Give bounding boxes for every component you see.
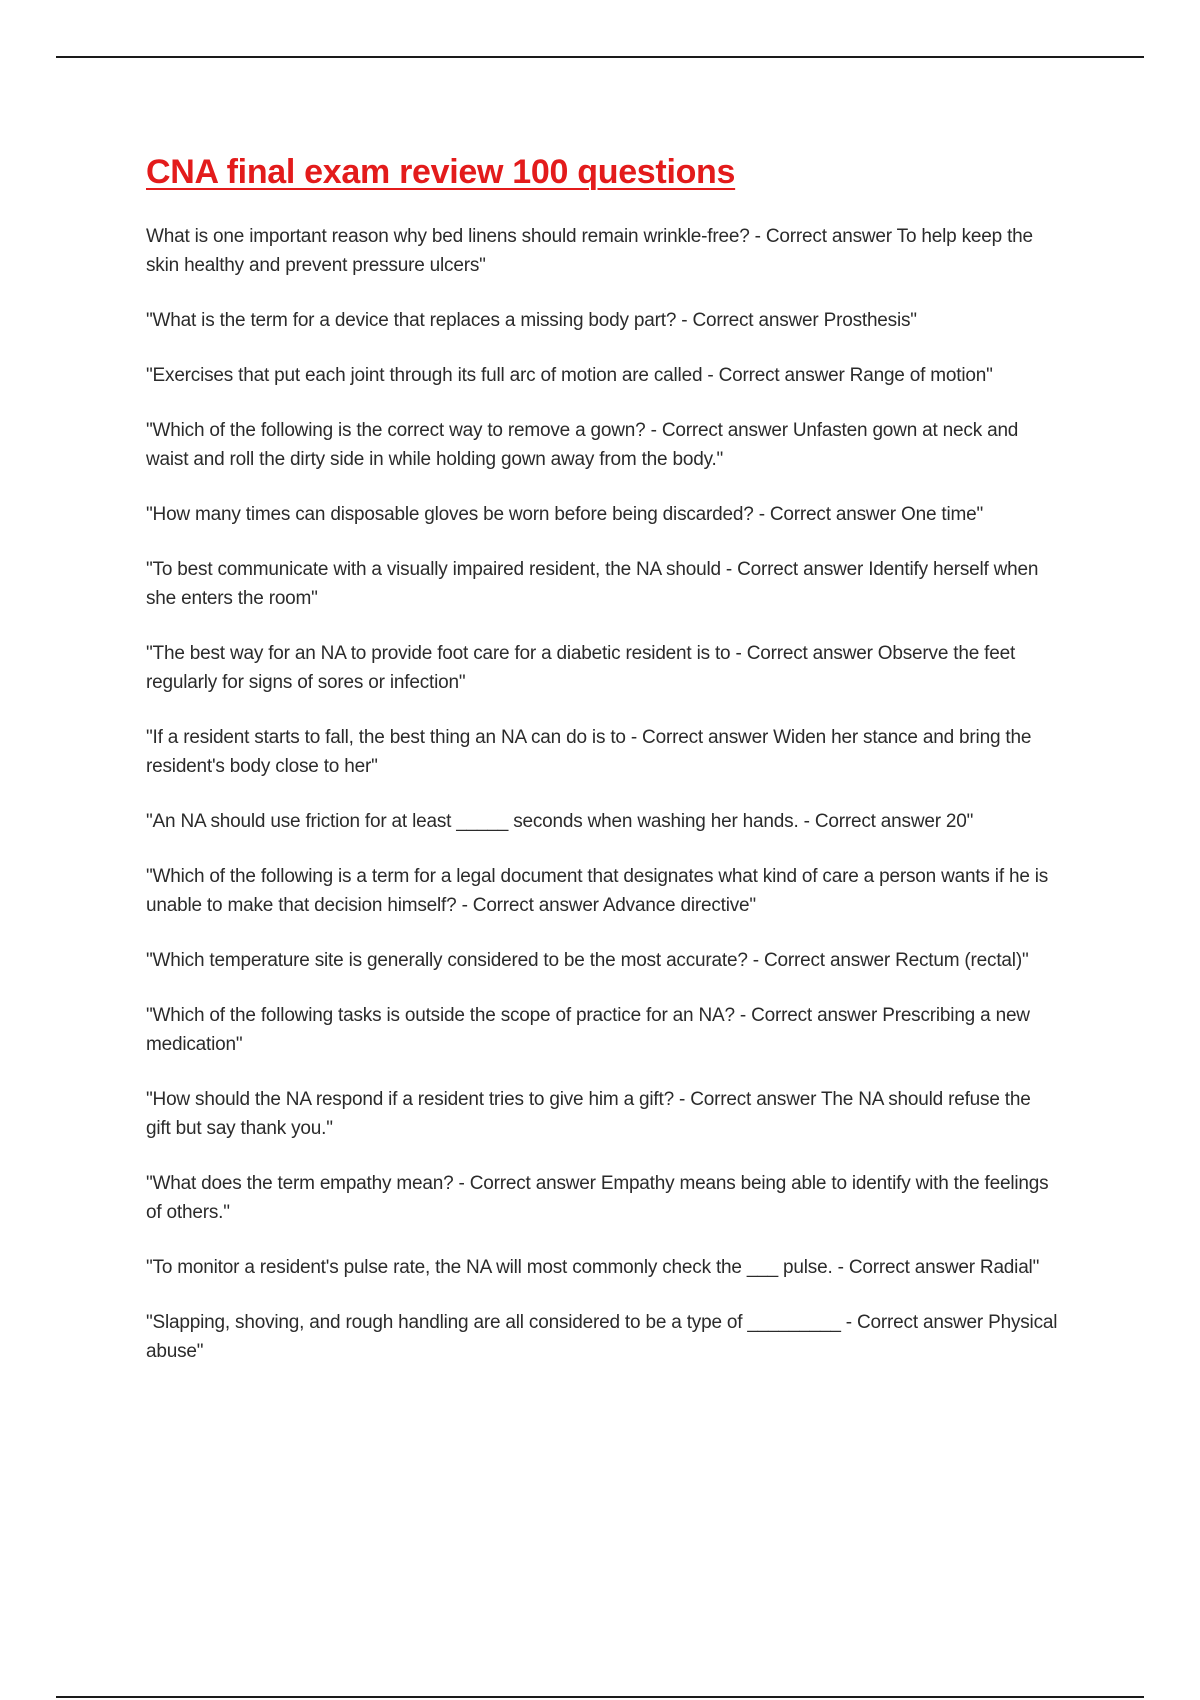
qa-item: "An NA should use friction for at least _____ seconds when washing her hands. - Correct answer 20" bbox=[146, 811, 974, 832]
qa-item: "Exercises that put each joint through its full arc of motion are called - Correct answer Range of motion" bbox=[146, 365, 993, 386]
qa-item: "Which temperature site is generally considered to be the most accurate? - Correct answer Rectum (rectal)" bbox=[146, 950, 1029, 971]
document-title: CNA final exam review 100 questions bbox=[146, 153, 736, 191]
qa-item: What is one important reason why bed linens should remain wrinkle-free? - Correct answer To help keep the skin healthy and prevent pressure ulcers" bbox=[146, 226, 1033, 276]
qa-item: "The best way for an NA to provide foot care for a diabetic resident is to - Correct answer Observe the feet regularly for signs of sores or infection" bbox=[146, 643, 1016, 693]
qa-item: "To best communicate with a visually impaired resident, the NA should - Correct answer Identify herself when she enters the room" bbox=[146, 559, 1039, 609]
top-divider bbox=[56, 56, 1144, 58]
qa-list bbox=[146, 222, 1060, 1366]
qa-item: "Slapping, shoving, and rough handling are all considered to be a type of _________ - Correct answer Physical abuse" bbox=[146, 1312, 1058, 1362]
qa-item: "If a resident starts to fall, the best thing an NA can do is to - Correct answer Widen her stance and bring the resident's body close to her" bbox=[146, 727, 1032, 777]
qa-item: "How should the NA respond if a resident tries to give him a gift? - Correct answer The NA should refuse the gift but say thank you." bbox=[146, 1089, 1031, 1139]
bottom-divider bbox=[56, 1696, 1144, 1698]
document-body bbox=[146, 148, 1060, 1392]
qa-item: "How many times can disposable gloves be worn before being discarded? - Correct answer One time" bbox=[146, 504, 984, 525]
qa-item: "What does the term empathy mean? - Correct answer Empathy means being able to identify with the feelings of others." bbox=[146, 1173, 1049, 1223]
qa-item: "Which of the following is the correct way to remove a gown? - Correct answer Unfasten gown at neck and waist and roll the dirty side in while holding gown away from the body." bbox=[146, 420, 1019, 470]
qa-item: "Which of the following tasks is outside the scope of practice for an NA? - Correct answer Prescribing a new medication" bbox=[146, 1005, 1030, 1055]
qa-item: "What is the term for a device that replaces a missing body part? - Correct answer Prosthesis" bbox=[146, 310, 917, 331]
qa-item: "Which of the following is a term for a legal document that designates what kind of care a person wants if he is unable to make that decision himself? - Correct answer Advance directive" bbox=[146, 866, 1049, 916]
qa-item: "To monitor a resident's pulse rate, the NA will most commonly check the ___ pulse. - Correct answer Radial" bbox=[146, 1257, 1040, 1278]
